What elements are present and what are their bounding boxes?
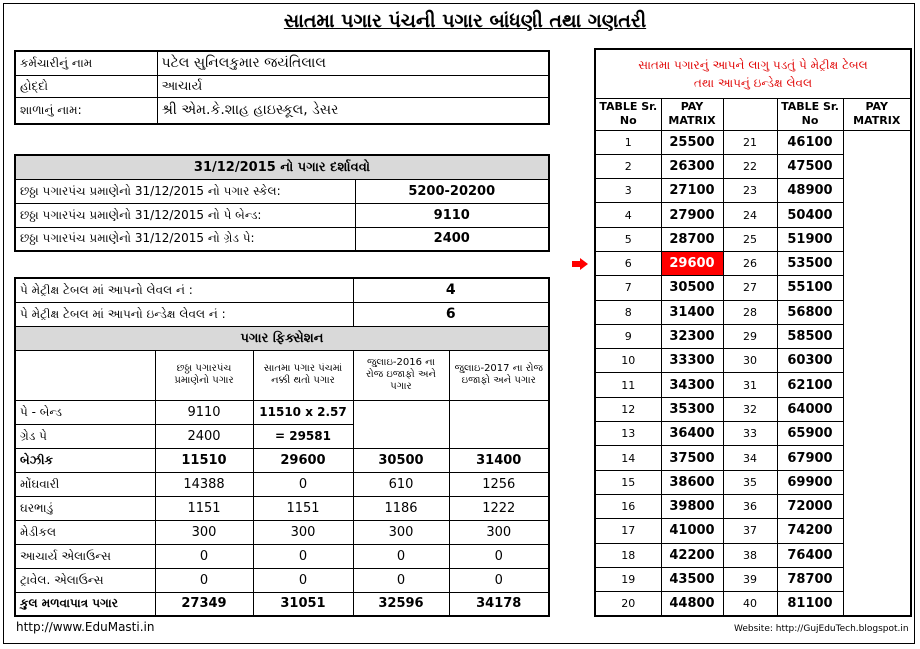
pay-scale-label: છઠ્ઠા પગારપંચ પ્રમાણેનો 31/12/2015 નો પગાર સ્કેલ: [15,179,355,203]
post-label: હોદ્દો [15,75,157,97]
matrix-row [595,349,911,373]
fixation-row-value: 0 [155,544,253,568]
fixation-row-value: 29600 [253,448,353,472]
matrix-right-sr: 31 [723,373,777,397]
pay-band-label: છઠ્ઠા પગારપંચ પ્રમાણેનો 31/12/2015 નો પે બેન્ડ: [15,203,355,227]
matrix-left-pay: 27900 [661,203,723,227]
matrix-right-sr: 26 [723,251,777,275]
matrix-row [595,324,911,348]
col-head-7th: સાતમા પગાર પંચમાં નક્કી થતો પગાર [253,350,353,400]
matrix-right-pay: 58500 [777,324,843,348]
matrix-right-pay: 62100 [777,373,843,397]
matrix-row [595,519,911,543]
school-value: શ્રી એમ.કે.શાહ હાઇસ્કૂલ, ડેસર [157,97,549,124]
matrix-row [595,130,911,154]
matrix-right-sr: 27 [723,276,777,300]
matrix-row [595,373,911,397]
matrix-left-sr: 13 [595,422,661,446]
matrix-right-sr: 33 [723,422,777,446]
matrix-row [595,227,911,251]
right-pay-head-1: PAY [865,100,888,113]
matrix-right-pay: 67900 [777,446,843,470]
right-sr-head-1: TABLE Sr. [781,100,839,113]
arrow-right-icon [572,258,588,270]
pay-2015-table [14,154,550,252]
matrix-right-pay: 64000 [777,397,843,421]
post-value: આચાર્ય [157,75,549,97]
matrix-right-sr: 28 [723,300,777,324]
matrix-right-pay: 48900 [777,179,843,203]
matrix-row [595,397,911,421]
matrix-right-pay: 65900 [777,422,843,446]
fixation-row-value: 0 [253,568,353,592]
matrix-row [595,203,911,227]
matrix-left-pay: 42200 [661,543,723,567]
name-label: કર્મચારીનું નામ [15,51,157,75]
right-sr-head [777,98,843,130]
matrix-left-sr: 5 [595,227,661,251]
matrix-heading-line2: તથા આપનું ઇન્ડેક્ષ લેવલ [693,75,813,90]
matrix-left-pay: 41000 [661,519,723,543]
matrix-left-pay: 43500 [661,567,723,591]
fixation-row-value: 1151 [253,496,353,520]
matrix-row [595,543,911,567]
matrix-right-sr: 39 [723,567,777,591]
payband-blank-3 [353,400,449,448]
gradepay-v2: = 29581 [253,424,353,448]
footer-right-link[interactable]: Website: http://GujEduTech.blogspot.in [734,624,909,634]
matrix-right-pay: 74200 [777,519,843,543]
fixation-row [15,568,549,592]
matrix-row [595,446,911,470]
fixation-row [15,520,549,544]
matrix-left-pay: 31400 [661,300,723,324]
level-label: પે મેટ્રીક્ષ ટેબલ માં આપનો લેવલ નં : [15,278,353,302]
matrix-left-sr: 6 [595,251,661,275]
matrix-right-pay: 55100 [777,276,843,300]
fixation-row [15,496,549,520]
matrix-left-sr: 11 [595,373,661,397]
fixation-row-value: 300 [253,520,353,544]
left-sr-head-1: TABLE Sr. [599,100,658,113]
pay-band-value: 9110 [355,203,549,227]
matrix-left-pay: 33300 [661,349,723,373]
matrix-row [595,251,911,275]
right-pay-head-2: MATRIX [853,114,901,127]
matrix-right-pay: 47500 [777,154,843,178]
col-head-july-2017: જુલાઇ-2017 ના રોજ ઇજાફો અને પગાર [449,350,549,400]
pay-matrix-table [594,48,912,617]
fixation-row-label: આચાર્ય એલાઉન્સ [15,544,155,568]
matrix-row [595,276,911,300]
fixation-row-label: ટ્રાવેલ. એલાઉન્સ [15,568,155,592]
matrix-right-sr: 37 [723,519,777,543]
matrix-left-sr: 10 [595,349,661,373]
total-v2: 31051 [253,592,353,616]
fixation-row-value: 31400 [449,448,549,472]
matrix-right-sr: 22 [723,154,777,178]
fixation-row-value: 14388 [155,472,253,496]
matrix-left-sr: 16 [595,494,661,518]
fixation-table [14,277,550,617]
fixation-row-value: 11510 [155,448,253,472]
matrix-right-pay: 46100 [777,130,843,154]
left-sr-head-2: No [619,114,637,127]
fixation-row-label: બેઝીક [15,448,155,472]
matrix-highlight-pay: 29600 [661,251,723,275]
matrix-right-pay: 72000 [777,494,843,518]
matrix-right-sr: 25 [723,227,777,251]
matrix-left-sr: 17 [595,519,661,543]
matrix-right-pay: 76400 [777,543,843,567]
matrix-right-sr: 38 [723,543,777,567]
matrix-left-pay: 28700 [661,227,723,251]
payband-v2: 11510 x 2.57 [253,400,353,424]
matrix-row [595,300,911,324]
right-pay-head [843,98,911,130]
matrix-row [595,592,911,616]
fixation-row-label: ઘરભાડું [15,496,155,520]
matrix-left-sr: 14 [595,446,661,470]
col-head-july-2016: જુલાઇ-2016 ના રોજ ઇજાફો અને પગાર [353,350,449,400]
matrix-right-sr: 36 [723,494,777,518]
fixation-row-value: 0 [353,568,449,592]
matrix-row [595,154,911,178]
matrix-right-sr: 32 [723,397,777,421]
gradepay-v1: 2400 [155,424,253,448]
col-head-6th: છઠ્ઠા પગારપંચ પ્રમાણેનો પગાર [155,350,253,400]
left-pay-head [661,98,723,130]
fixation-row-value: 0 [449,544,549,568]
matrix-left-pay: 37500 [661,446,723,470]
matrix-left-pay: 25500 [661,130,723,154]
fixation-row-value: 300 [353,520,449,544]
matrix-row [595,422,911,446]
fixation-row-value: 300 [155,520,253,544]
matrix-right-pay: 60300 [777,349,843,373]
matrix-left-sr: 1 [595,130,661,154]
matrix-left-pay: 27100 [661,179,723,203]
matrix-right-sr: 21 [723,130,777,154]
matrix-row [595,179,911,203]
fixation-row-value: 1151 [155,496,253,520]
fixation-row-value: 1256 [449,472,549,496]
fixation-heading: પગાર ફિક્સેશન [15,326,549,350]
fixation-row-label: મેડીકલ [15,520,155,544]
matrix-left-pay: 30500 [661,276,723,300]
matrix-right-pay: 50400 [777,203,843,227]
left-pay-head-1: PAY [680,100,704,113]
matrix-right-pay: 51900 [777,227,843,251]
fixation-row-value: 0 [253,544,353,568]
matrix-left-pay: 36400 [661,422,723,446]
matrix-left-pay: 44800 [661,592,723,616]
payband-blank-4 [449,400,549,448]
fixation-row-label: મોંઘવારી [15,472,155,496]
name-value: પટેલ સુનિલકુમાર જયંતિલાલ [157,51,549,75]
matrix-left-pay: 39800 [661,494,723,518]
matrix-right-sr: 24 [723,203,777,227]
matrix-right-sr: 35 [723,470,777,494]
matrix-gap [723,98,777,130]
index-level-value: 6 [353,302,549,326]
gradepay-label: ગ્રેડ પે [15,424,155,448]
matrix-right-pay: 78700 [777,567,843,591]
total-v3: 32596 [353,592,449,616]
matrix-left-sr: 12 [595,397,661,421]
total-v1: 27349 [155,592,253,616]
fixation-row-value: 0 [155,568,253,592]
matrix-right-sr: 29 [723,324,777,348]
matrix-left-sr: 8 [595,300,661,324]
matrix-right-sr: 23 [723,179,777,203]
matrix-left-sr: 9 [595,324,661,348]
matrix-heading-line1: સાતમા પગારનું આપને લાગુ પડતું પે મેટ્રીક્ષ ટેબલ [638,57,868,72]
fixation-row-value: 30500 [353,448,449,472]
matrix-left-pay: 26300 [661,154,723,178]
page-title: સાતમા પગાર પંચની પગાર બાંધણી તથા ગણતરી [283,10,647,32]
matrix-right-pay: 69900 [777,470,843,494]
matrix-left-pay: 34300 [661,373,723,397]
matrix-row [595,494,911,518]
matrix-left-sr: 7 [595,276,661,300]
matrix-row [595,470,911,494]
matrix-right-sr: 30 [723,349,777,373]
employee-info-table [14,50,550,125]
left-sr-head [595,98,661,130]
fixation-row-value: 0 [353,544,449,568]
matrix-left-sr: 3 [595,179,661,203]
matrix-left-sr: 15 [595,470,661,494]
fixation-row [15,544,549,568]
payband-v1: 9110 [155,400,253,424]
matrix-right-pay: 56800 [777,300,843,324]
matrix-left-pay: 32300 [661,324,723,348]
matrix-heading [595,49,911,98]
matrix-left-sr: 18 [595,543,661,567]
fixation-row-value: 300 [449,520,549,544]
fixation-row [15,472,549,496]
school-label: શાળાનું નામ: [15,97,157,124]
matrix-right-sr: 34 [723,446,777,470]
pay-2015-heading: 31/12/2015 નો પગાર દર્શાવવો [15,155,549,179]
grade-pay-label: છઠ્ઠા પગારપંચ પ્રમાણેનો 31/12/2015 નો ગ્રેડ પે: [15,227,355,251]
matrix-right-pay: 53500 [777,251,843,275]
fixation-row [15,448,549,472]
matrix-left-sr: 20 [595,592,661,616]
fixation-row-value: 1222 [449,496,549,520]
matrix-right-sr: 40 [723,592,777,616]
matrix-right-pay: 81100 [777,592,843,616]
matrix-left-pay: 35300 [661,397,723,421]
fixation-row-value: 1186 [353,496,449,520]
fixation-row-value: 0 [449,568,549,592]
matrix-left-sr: 4 [595,203,661,227]
index-level-label: પે મેટ્રીક્ષ ટેબલ માં આપનો ઇન્ડેક્ષ લેવલ નં : [15,302,353,326]
matrix-left-pay: 38600 [661,470,723,494]
grade-pay-value: 2400 [355,227,549,251]
total-v4: 34178 [449,592,549,616]
left-pay-head-2: MATRIX [668,114,716,127]
total-label: કુલ મળવાપાત્ર પગાર [15,592,155,616]
matrix-left-sr: 19 [595,567,661,591]
matrix-left-sr: 2 [595,154,661,178]
right-sr-head-2: No [801,114,819,127]
footer-left-link[interactable]: http://www.EduMasti.in [16,620,155,634]
fixation-corner [15,350,155,400]
payband-label: પે - બેન્ડ [15,400,155,424]
fixation-row-value: 610 [353,472,449,496]
pay-scale-value: 5200-20200 [355,179,549,203]
level-value: 4 [353,278,549,302]
fixation-row-value: 0 [253,472,353,496]
matrix-row [595,567,911,591]
